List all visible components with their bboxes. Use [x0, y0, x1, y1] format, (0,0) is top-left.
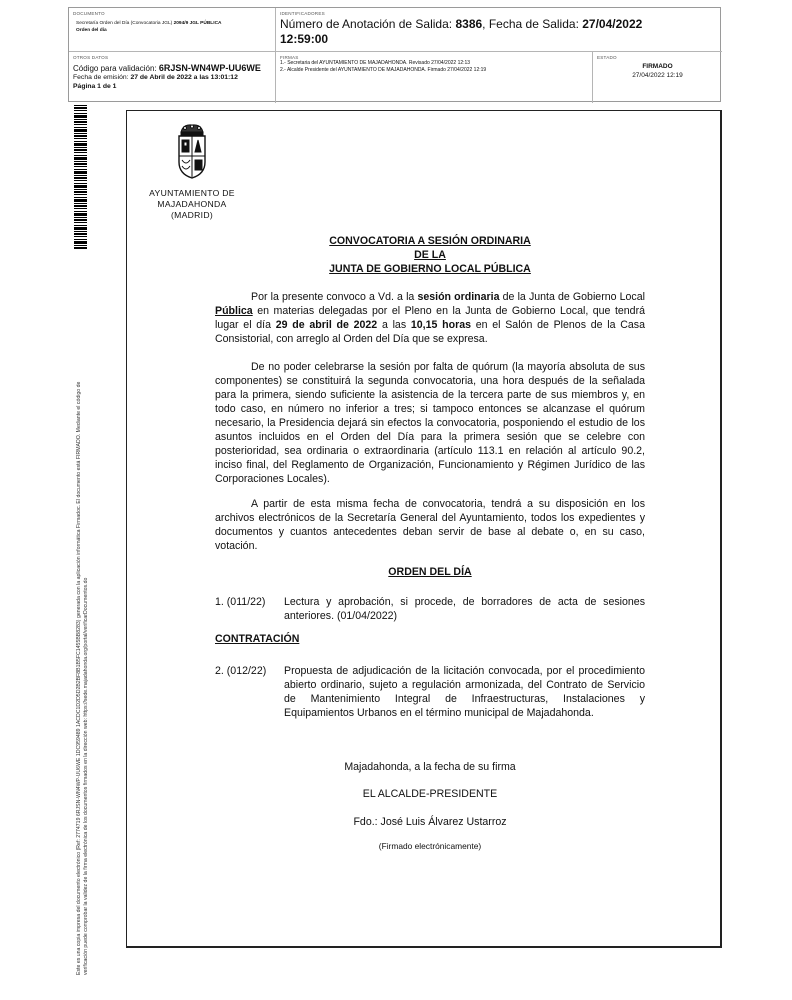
agenda-item-number: 1. (011/22): [215, 596, 266, 608]
document-metadata-header: [68, 7, 721, 102]
agenda-item-text: Propuesta de adjudicación de la licitación convocada, por el procedimiento abierto ordinario, sujeto a regulación armonizada, del Contrato de Servicio de Mantenimiento Integral de Infraestructuras, Instalaciones y Equipamientos Urbanos en el término municipal de Majadahonda.: [284, 665, 645, 719]
signature-role: EL ALCALDE-PRESIDENTE: [362, 788, 498, 800]
metadata-identificadores-cell: [276, 8, 722, 52]
letterhead-line-3: (MADRID): [170, 210, 214, 220]
verification-legend-line-1: Este es una copia impresa del documento electrónico (Ref: 2774719 6RJSN-WN4WP-UU6WE 1DC959489 1ACDC1D2D5D2B2BF8B1B5FC1455BB8283) generada con la aplicación informática Firmadoc. El documento está FIRMADO. Mediante el código de: [76, 381, 82, 975]
metadata-documento-value: Secretaría Orden del Día (Convocatoria JGL) 2094/9 JGL PÚBLICA Orden del día: [76, 21, 222, 33]
letterhead: [140, 188, 244, 221]
codigo-validacion: Código para validación: 6RJSN-WN4WP-UU6WE: [73, 63, 261, 73]
verification-legend-line-2: verificación puede comprobar la validez de la firma electrónica de los documentos firmados en la dirección web: https://sede.majadahonda.org/portal/verificarDocumentos.do: [83, 577, 89, 975]
orden-del-dia-heading: ORDEN DEL DÍA: [388, 566, 472, 578]
title-line-1: CONVOCATORIA A SESIÓN ORDINARIA: [329, 235, 531, 247]
metadata-firmas-cell: [276, 52, 593, 103]
agenda-item-text: Lectura y aprobación, si procede, de borradores de acta de sesiones anteriores. (01/04/2022): [284, 596, 645, 622]
agenda-item-number: 2. (012/22): [215, 665, 267, 677]
metadata-estado-cell: [593, 52, 722, 103]
firma-2: 2.- Alcalde Presidente del AYUNTAMIENTO DE MAJADAHONDA. Firmado 27/04/2022 12:19: [280, 67, 487, 73]
coat-of-arms-icon: [173, 122, 211, 184]
paragraph-convocatoria: Por la presente convoco a Vd. a la sesión ordinaria de la Junta de Gobierno Local Pública en materias delegadas por el Pleno en la Junta de Gobierno Local, que tendrá lugar el día 29 de abril de 2022 a las 10,15 horas en el Salón de Plenos de la Casa Consistorial, con arreglo al Orden del Día que se expresa.: [215, 291, 645, 345]
pagina-indicator: Página 1 de 1: [73, 83, 117, 90]
signature-note: (Firmado electrónicamente): [378, 841, 482, 851]
metadata-estado-label: ESTADO: [597, 55, 617, 60]
document-title: [215, 234, 645, 276]
signature-place: Majadahonda, a la fecha de su firma: [344, 761, 516, 773]
paragraph-quorum: De no poder celebrarse la sesión por falta de quórum (la mayoría absoluta de sus componentes) se constituirá la segunda convocatoria, una hora después de la señalada para la primera, siendo suficiente la asistencia de la tercera parte de sus miembros y, en todo caso, en número no inferior a tres; si tampoco entonces se alcanzase el quórum necesario, la Presidencia dejará sin efectos la convocatoria, posponiendo el estudio de los asuntos incluidos en el Orden del Día para la primera sesión que se celebre con posterioridad, sea ordinaria o extraordinaria (artículo 113.1 en relación al artículo 90.2, inciso final, del Reglamento de Organización, Funcionamiento y Régimen Jurídico de las Corporaciones Locales).: [215, 361, 645, 485]
letterhead-line-1: AYUNTAMIENTO DE: [149, 188, 235, 198]
signature-name: Fdo.: José Luis Álvarez Ustarroz: [353, 816, 507, 828]
metadata-otros-datos-cell: [69, 52, 276, 103]
fecha-emision: Fecha de emisión: 27 de Abril de 2022 a las 13:01:12: [73, 74, 238, 81]
section-contratacion-heading: CONTRATACIÓN: [215, 633, 300, 645]
firma-1: 1.- Secretaria del AYUNTAMIENTO DE MAJADAHONDA. Revisado 27/04/2022 12:13: [280, 60, 471, 66]
metadata-firmas-label: FIRMAS: [280, 55, 299, 60]
letterhead-line-2: MAJADAHONDA: [157, 199, 227, 209]
anotacion-salida: Número de Anotación de Salida: 8386, Fecha de Salida: 27/04/2022 12:59:00: [280, 17, 643, 46]
estado-value: FIRMADO 27/04/2022 12:19: [632, 63, 683, 79]
metadata-documento-label: DOCUMENTO: [73, 11, 105, 16]
barcode: [74, 105, 87, 250]
title-line-2: DE LA: [414, 249, 446, 261]
agenda-item: [215, 595, 645, 623]
agenda-item: [215, 664, 645, 720]
paragraph-archivos: A partir de esta misma fecha de convocatoria, tendrá a su disposición en los archivos electrónicos de la Secretaría General del Ayuntamiento, todos los expedientes y documentos y cuantos antecedentes deban servir de base al debate o, en su caso, votación.: [215, 498, 645, 552]
metadata-documento-cell: [69, 8, 276, 52]
metadata-otros-label: OTROS DATOS: [73, 55, 109, 60]
title-line-3: JUNTA DE GOBIERNO LOCAL PÚBLICA: [329, 263, 531, 275]
metadata-identificadores-label: IDENTIFICADORES: [280, 11, 325, 16]
